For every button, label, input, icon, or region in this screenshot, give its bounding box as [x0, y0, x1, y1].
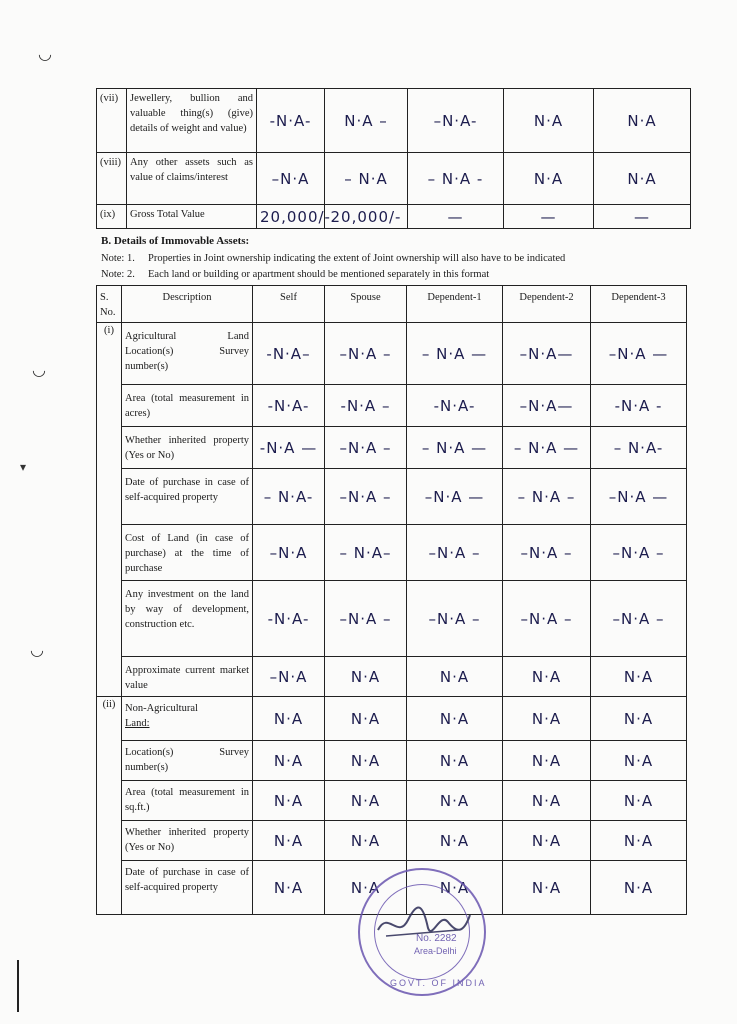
stamp-number: No. 2282	[416, 933, 457, 944]
handwritten-value: N·A	[407, 781, 503, 821]
row-sno: (vii)	[97, 89, 127, 153]
handwritten-value: N·A –	[325, 89, 408, 153]
handwritten-value: N·A	[591, 861, 687, 915]
row-description: Whether inherited property (Yes or No)	[122, 427, 253, 469]
non-agricultural-row	[97, 821, 687, 861]
header-spouse: Spouse	[325, 286, 407, 323]
binding-mark: ▾	[20, 460, 27, 474]
binding-mark: ◡	[32, 362, 46, 379]
agricultural-row	[97, 323, 687, 385]
handwritten-value: N·A	[504, 153, 594, 205]
handwritten-value: -N·A –	[325, 385, 407, 427]
header-self: Self	[253, 286, 325, 323]
handwritten-value: –N·A —	[407, 469, 503, 525]
header-row	[97, 286, 687, 323]
handwritten-value: –N·A –	[503, 581, 591, 657]
row-description: Gross Total Value	[127, 205, 257, 229]
note-1-label: Note: 1.	[101, 253, 135, 264]
non-agricultural-title	[122, 697, 253, 741]
header-dependent-1: Dependent-1	[407, 286, 503, 323]
handwritten-value: 20,000/-	[257, 205, 325, 229]
immovable-assets-table	[96, 285, 687, 915]
handwritten-value: -N·A-	[253, 581, 325, 657]
row-sno: (viii)	[97, 153, 127, 205]
handwritten-value: –N·A—	[503, 323, 591, 385]
binding-mark: ◡	[38, 46, 52, 63]
row-description: Date of purchase in case of self-acquired property	[122, 469, 253, 525]
handwritten-value: N·A	[407, 657, 503, 697]
handwritten-value: –N·A –	[325, 427, 407, 469]
handwritten-value: –N·A	[257, 153, 325, 205]
handwritten-value: N·A	[407, 697, 503, 741]
header-description: Description	[122, 286, 253, 323]
row-description: Area (total measurement in sq.ft.)	[122, 781, 253, 821]
handwritten-value: – N·A –	[503, 469, 591, 525]
handwritten-value: -N·A-	[407, 385, 503, 427]
handwritten-value: – N·A —	[503, 427, 591, 469]
handwritten-value: N·A	[253, 741, 325, 781]
header-dependent-3: Dependent-3	[591, 286, 687, 323]
handwritten-value: N·A	[591, 657, 687, 697]
row-description: Area (total measurement in acres)	[122, 385, 253, 427]
handwritten-value: -N·A —	[253, 427, 325, 469]
handwritten-value: N·A	[503, 697, 591, 741]
note-2	[101, 267, 489, 282]
note-1-text: Properties in Joint ownership indicating the extent of Joint ownership will also have to be indicated	[148, 253, 566, 264]
row-description: Agricultural Land Location(s) Survey number(s)	[122, 323, 253, 385]
handwritten-value: –N·A –	[407, 581, 503, 657]
movable-row	[97, 205, 691, 229]
handwritten-value: N·A	[591, 741, 687, 781]
row-description: Cost of Land (in case of purchase) at the time of purchase	[122, 525, 253, 581]
handwritten-value: N·A	[591, 781, 687, 821]
handwritten-value: N·A	[407, 821, 503, 861]
handwritten-value: –N·A —	[591, 469, 687, 525]
handwritten-value: -N·A-	[257, 89, 325, 153]
handwritten-value: –N·A —	[591, 323, 687, 385]
handwritten-value: – N·A	[325, 153, 408, 205]
non-agricultural-title-line1: Non-Agricultural	[125, 703, 198, 714]
row-description: Any investment on the land by way of development, construction etc.	[122, 581, 253, 657]
note-1	[101, 251, 565, 266]
row-description: Any other assets such as value of claims/interest	[127, 153, 257, 205]
handwritten-value: –N·A –	[591, 581, 687, 657]
movable-row	[97, 89, 691, 153]
handwritten-value: N·A	[407, 741, 503, 781]
handwritten-value: N·A	[504, 89, 594, 153]
handwritten-value: 20,000/-	[325, 205, 408, 229]
row-description: Date of purchase in case of self-acquired property	[122, 861, 253, 915]
note-2-label: Note: 2.	[101, 269, 135, 280]
handwritten-value: N·A	[325, 821, 407, 861]
non-agricultural-row	[97, 741, 687, 781]
stamp-area: Area-Delhi	[414, 946, 457, 956]
handwritten-value: —	[408, 205, 504, 229]
handwritten-value: – N·A -	[408, 153, 504, 205]
non-agricultural-sno: (ii)	[97, 697, 122, 915]
handwritten-value: N·A	[503, 821, 591, 861]
handwritten-value: N·A	[325, 657, 407, 697]
movable-assets-table	[96, 88, 691, 229]
handwritten-value: N·A	[253, 781, 325, 821]
row-description: Location(s) Survey number(s)	[122, 741, 253, 781]
agricultural-row	[97, 525, 687, 581]
row-sno: (ix)	[97, 205, 127, 229]
handwritten-value: –N·A –	[503, 525, 591, 581]
non-agricultural-row	[97, 781, 687, 821]
handwritten-value: N·A	[407, 861, 503, 915]
handwritten-value: N·A	[253, 821, 325, 861]
handwritten-value: – N·A-	[591, 427, 687, 469]
handwritten-value: N·A	[594, 153, 691, 205]
handwritten-value: -N·A–	[253, 323, 325, 385]
handwritten-value: N·A	[503, 657, 591, 697]
agricultural-row	[97, 657, 687, 697]
handwritten-value: —	[504, 205, 594, 229]
header-sno: S. No.	[97, 286, 122, 323]
handwritten-value: -N·A-	[253, 385, 325, 427]
handwritten-value: N·A	[325, 861, 407, 915]
handwritten-value: N·A	[503, 861, 591, 915]
handwritten-value: N·A	[503, 781, 591, 821]
handwritten-value: – N·A–	[325, 525, 407, 581]
movable-row	[97, 153, 691, 205]
section-b-heading: B. Details of Immovable Assets:	[101, 235, 250, 247]
handwritten-value: –N·A –	[325, 581, 407, 657]
handwritten-value: N·A	[325, 697, 407, 741]
handwritten-value: N·A	[325, 741, 407, 781]
handwritten-value: N·A	[594, 89, 691, 153]
non-agricultural-row	[97, 697, 687, 741]
handwritten-value: –N·A	[253, 657, 325, 697]
handwritten-value: N·A	[325, 781, 407, 821]
binding-mark: ◡	[30, 642, 44, 659]
handwritten-value: N·A	[591, 821, 687, 861]
handwritten-value: N·A	[591, 697, 687, 741]
handwritten-value: -N·A -	[591, 385, 687, 427]
agricultural-sno: (i)	[97, 323, 122, 697]
non-agricultural-title-line2: Land:	[125, 718, 150, 729]
handwritten-value: – N·A —	[407, 427, 503, 469]
header-dependent-2: Dependent-2	[503, 286, 591, 323]
stamp-govt: GOVT. OF INDIA	[390, 978, 487, 988]
margin-rule	[17, 960, 19, 1012]
handwritten-value: – N·A-	[253, 469, 325, 525]
handwritten-value: – N·A —	[407, 323, 503, 385]
handwritten-value: N·A	[503, 741, 591, 781]
note-2-text: Each land or building or apartment should be mentioned separately in this format	[148, 269, 490, 280]
agricultural-row	[97, 469, 687, 525]
handwritten-value: –N·A –	[325, 323, 407, 385]
agricultural-row	[97, 581, 687, 657]
handwritten-value: –N·A-	[408, 89, 504, 153]
row-description: Approximate current market value	[122, 657, 253, 697]
handwritten-value: N·A	[253, 861, 325, 915]
official-stamp	[358, 868, 486, 996]
agricultural-row	[97, 427, 687, 469]
handwritten-value: –N·A –	[325, 469, 407, 525]
row-description: Jewellery, bullion and valuable thing(s) (give) details of weight and value)	[127, 89, 257, 153]
row-description: Whether inherited property (Yes or No)	[122, 821, 253, 861]
handwritten-value: N·A	[253, 697, 325, 741]
agricultural-row	[97, 385, 687, 427]
handwritten-value: –N·A—	[503, 385, 591, 427]
handwritten-value: –N·A –	[407, 525, 503, 581]
handwritten-value: —	[594, 205, 691, 229]
handwritten-value: –N·A –	[591, 525, 687, 581]
handwritten-value: –N·A	[253, 525, 325, 581]
